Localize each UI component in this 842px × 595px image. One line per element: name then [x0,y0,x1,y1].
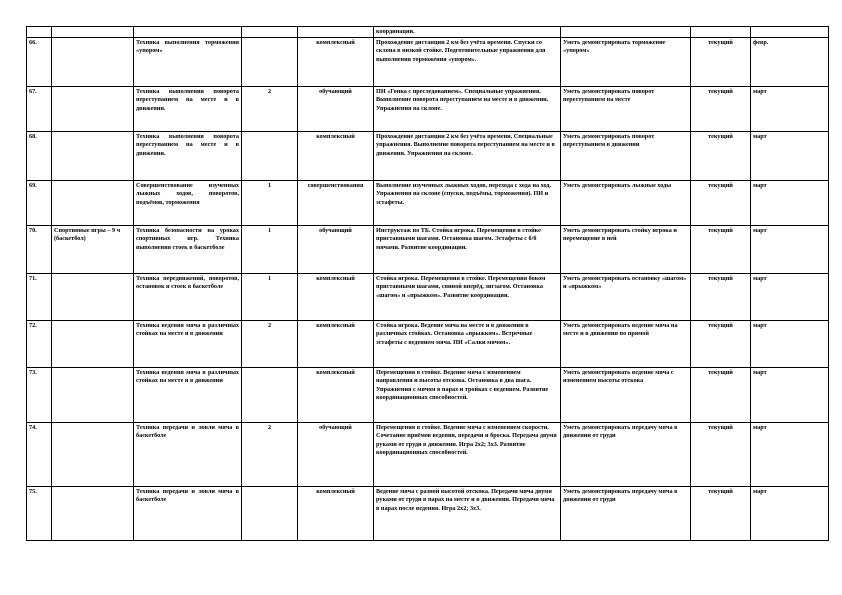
cell-control [691,27,751,38]
cell-hours: 1 [242,226,298,274]
cell-num: 75. [27,487,52,541]
cell-requirements: Уметь демонстрировать ведение мяча с изменением высоты отскока [561,368,691,423]
cell-lesson: Техника передвижений, поворотов, остановок и стоек в баскетболе [134,274,242,321]
cell-requirements [561,27,691,38]
cell-num: 69. [27,181,52,226]
cell-content: Прохождение дистанции 2 км без учёта времени. Специальные упражнения. Выполнение поворота переступанием на месте и в движении. Упражнения на склоне. [374,132,561,181]
cell-hours: 2 [242,321,298,368]
cell-requirements: Уметь демонстрировать остановку «шагом» и «прыжком» [561,274,691,321]
cell-num: 68. [27,132,52,181]
cell-content: Прохождение дистанции 2 км без учёта времени. Спуски со склона в низкой стойке. Подготовительные упражнения для выполнения торможения «упором». [374,38,561,87]
cell-content: ПИ «Гонка с преследованием». Специальные упражнения. Выполнение поворота переступанием на месте и в движении. Упражнения на склоне. [374,87,561,132]
cell-hours [242,487,298,541]
cell-control: текущий [691,423,751,487]
table-body [27,27,829,541]
cell-control: текущий [691,87,751,132]
cell-requirements: Уметь демонстрировать торможение «упором» [561,38,691,87]
cell-section [52,321,134,368]
lesson-plan-table [26,26,829,541]
cell-lesson: Техника передачи и ловли мяча в баскетболе [134,487,242,541]
cell-date: март [751,181,829,226]
cell-content: Инструктаж по ТБ. Стойка игрока. Перемещения в стойке приставными шагами. Остановка шагом. Эстафеты с б/б мячами. Развитие координации. [374,226,561,274]
cell-content: Ведение мяча с разной высотой отскока. Передачи мяча двумя руками от груди в парах на месте и в движении. Передачи мяча в парах после ведения. Игра 2х2; 3х3. [374,487,561,541]
table-row [27,181,829,226]
cell-num: 67. [27,87,52,132]
cell-requirements: Уметь демонстрировать лыжные ходы [561,181,691,226]
cell-date: март [751,226,829,274]
cell-section [52,487,134,541]
cell-hours: 2 [242,87,298,132]
cell-type [298,27,374,38]
cell-section [52,368,134,423]
cell-content: Стойка игрока. Перемещения в стойке. Перемещения боком приставными шагами, спиной вперёд, зигзагом. Остановка «шагом» и «прыжком». Развитие координации. [374,274,561,321]
cell-type: комплексный [298,274,374,321]
cell-lesson: Техника передачи и ловли мяча в баскетболе [134,423,242,487]
cell-requirements: Уметь демонстрировать стойку игрока и перемещение в ней [561,226,691,274]
table-row [27,321,829,368]
cell-section [52,27,134,38]
cell-content: координации. [374,27,561,38]
cell-section [52,132,134,181]
cell-type: комплексный [298,132,374,181]
cell-requirements: Уметь демонстрировать ведение мяча на месте и в движении по прямой [561,321,691,368]
table-row [27,487,829,541]
cell-lesson: Техника безопасности на уроках спортивных игр. Техника выполнения стоек в баскетболе [134,226,242,274]
cell-requirements: Уметь демонстрировать поворот переступанием на месте [561,87,691,132]
cell-num: 71. [27,274,52,321]
cell-type: совершенствования [298,181,374,226]
cell-section [52,38,134,87]
cell-control: текущий [691,274,751,321]
cell-requirements: Уметь демонстрировать поворот переступанием в движении [561,132,691,181]
cell-date [751,27,829,38]
continued-row [27,27,829,38]
cell-date: март [751,274,829,321]
cell-section [52,423,134,487]
cell-date: март [751,423,829,487]
cell-requirements: Уметь демонстрировать передачу мяча в движении от груди [561,423,691,487]
table-row [27,274,829,321]
cell-requirements: Уметь демонстрировать передачу мяча в движении от груди [561,487,691,541]
cell-hours [242,368,298,423]
table-row [27,226,829,274]
cell-content: Перемещения в стойке. Ведение мяча с изменением скорости. Сочетание приёмов ведения, передачи и броска. Передача двумя руками от груди в движении. Игра 2х2; 3х3. Развитие координационных способностей. [374,423,561,487]
cell-lesson: Техника выполнения торможения «упором» [134,38,242,87]
cell-num: 72. [27,321,52,368]
cell-section: Спортивные игры – 9 ч (баскетбол) [52,226,134,274]
cell-lesson: Техника выполнения поворота переступанием на месте и в движении. [134,87,242,132]
cell-control: текущий [691,487,751,541]
cell-type: обучающий [298,226,374,274]
cell-num: 73. [27,368,52,423]
cell-control: текущий [691,226,751,274]
cell-type: комплексный [298,321,374,368]
table-row [27,38,829,87]
cell-num: 70. [27,226,52,274]
cell-control: текущий [691,321,751,368]
cell-type: комплексный [298,368,374,423]
cell-section [52,181,134,226]
cell-hours [242,38,298,87]
cell-control: текущий [691,132,751,181]
cell-type: комплексный [298,38,374,87]
cell-num: 66. [27,38,52,87]
cell-date: март [751,321,829,368]
cell-section [52,274,134,321]
cell-control: текущий [691,181,751,226]
cell-lesson: Техника выполнения поворота переступанием на месте и в движении. [134,132,242,181]
cell-date: март [751,487,829,541]
cell-hours [242,132,298,181]
cell-control: текущий [691,368,751,423]
table-row [27,87,829,132]
cell-num [27,27,52,38]
cell-date: март [751,132,829,181]
cell-content: Перемещения в стойке. Ведение мяча с изменением направления и высоты отскока. Остановка в два шага. Упражнения с мячом в парах и тройках с ведением. Развитие координационных способностей. [374,368,561,423]
cell-hours: 1 [242,274,298,321]
cell-hours [242,27,298,38]
table-row [27,423,829,487]
cell-type: комплексный [298,487,374,541]
table-row [27,132,829,181]
cell-section [52,87,134,132]
cell-date: март [751,368,829,423]
cell-type: обучающий [298,423,374,487]
cell-num: 74. [27,423,52,487]
cell-lesson: Техника ведения мяча в различных стойках на месте и в движении [134,368,242,423]
cell-content: Выполнение изученных лыжных ходов, перехода с хода на ход. Упражнения на склоне (спуски, подъёмы, торможения). ПИ и эстафеты. [374,181,561,226]
cell-content: Стойка игрока. Ведение мяча на месте и в движении в различных стойках. Остановка «прыжком». Встречные эстафеты с ведением мяча. ПИ «Салки мячом». [374,321,561,368]
cell-control: текущий [691,38,751,87]
cell-hours: 2 [242,423,298,487]
cell-lesson [134,27,242,38]
cell-date: март [751,87,829,132]
cell-date: февр. [751,38,829,87]
lesson-plan-sheet [26,26,828,541]
cell-lesson: Техника ведения мяча в различных стойках на месте и в движении [134,321,242,368]
table-row [27,368,829,423]
cell-hours: 1 [242,181,298,226]
cell-type: обучающий [298,87,374,132]
cell-lesson: Совершенствование изученных лыжных ходов, поворотов, подъёмов, торможения [134,181,242,226]
